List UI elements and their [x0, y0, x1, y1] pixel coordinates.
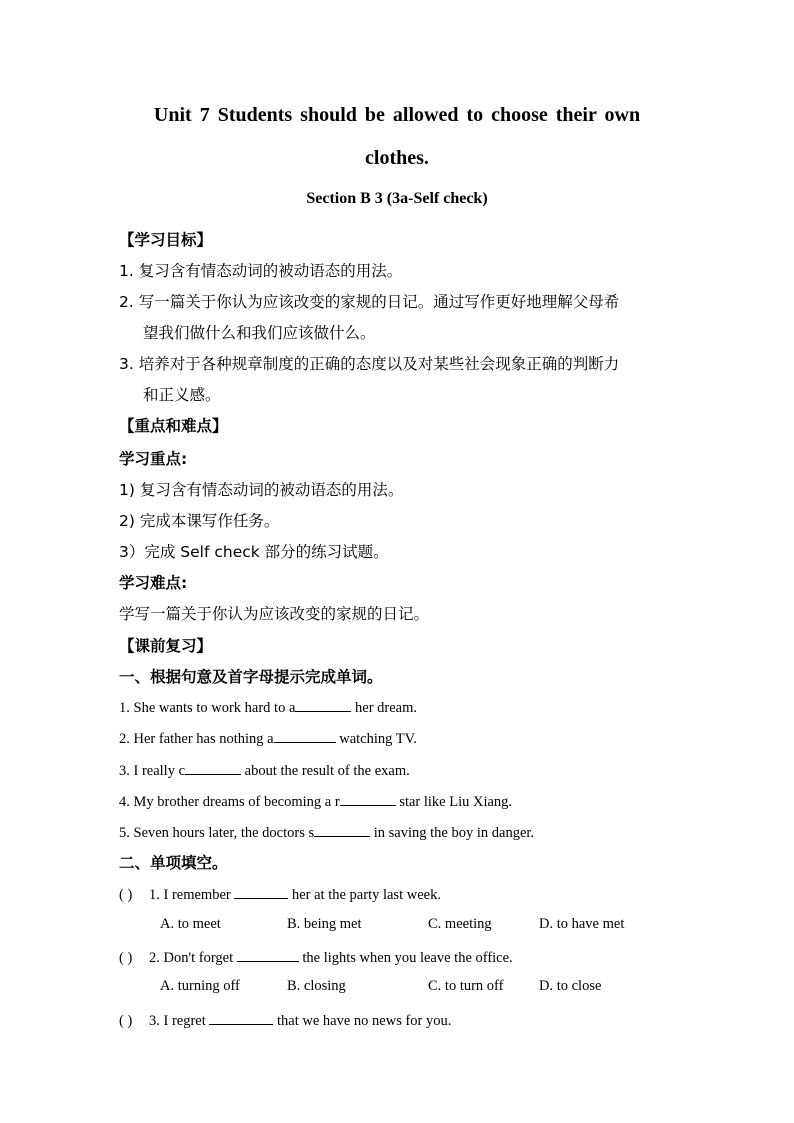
focus-item: 1) 复习含有情态动词的被动语态的用法。 — [119, 481, 404, 499]
answer-bracket[interactable]: ( ) — [119, 887, 133, 903]
option-b: B. closing — [287, 978, 346, 994]
goal-item: 1. 复习含有情态动词的被动语态的用法。 — [119, 262, 403, 280]
part1-title: 一、根据句意及首字母提示完成单词。 — [119, 668, 383, 686]
difficulty-label: 学习难点: — [119, 574, 188, 592]
choice-question: ( ) 3. I regret that we have no news for you. — [119, 1010, 451, 1030]
page-title-continued: clothes. — [365, 147, 429, 169]
answer-blank[interactable] — [234, 884, 288, 899]
option-d: D. to have met — [539, 916, 625, 932]
review-heading: 【课前复习】 — [119, 637, 213, 655]
answer-blank[interactable] — [185, 760, 241, 775]
key-heading: 【重点和难点】 — [119, 417, 228, 435]
answer-blank[interactable] — [314, 822, 370, 837]
goal-item: 2. 写一篇关于你认为应该改变的家规的日记。通过写作更好地理解父母希 — [119, 293, 620, 311]
option-c: C. meeting — [428, 916, 492, 932]
answer-bracket[interactable]: ( ) — [119, 1013, 133, 1029]
fill-item: 1. She wants to work hard to a her dream. — [119, 697, 417, 717]
goal-item: 3. 培养对于各种规章制度的正确的态度以及对某些社会现象正确的判断力 — [119, 355, 620, 373]
answer-blank[interactable] — [295, 697, 351, 712]
focus-item: 2) 完成本课写作任务。 — [119, 512, 280, 530]
answer-bracket[interactable]: ( ) — [119, 950, 133, 966]
answer-blank[interactable] — [237, 947, 299, 962]
focus-label: 学习重点: — [119, 450, 188, 468]
fill-item: 2. Her father has nothing a watching TV. — [119, 728, 417, 748]
answer-blank[interactable] — [209, 1010, 273, 1025]
goal-item-continued: 和正义感。 — [143, 386, 221, 404]
difficulty-text: 学写一篇关于你认为应该改变的家规的日记。 — [119, 605, 430, 623]
page-title: Unit 7 Students should be allowed to choose their own — [153, 104, 641, 126]
option-d: D. to close — [539, 978, 602, 994]
fill-item: 3. I really c about the result of the exam. — [119, 760, 410, 780]
option-a: A. turning off — [160, 978, 240, 994]
section-subtitle: Section B 3 (3a-Self check) — [306, 190, 488, 207]
goal-item-continued: 望我们做什么和我们应该做什么。 — [143, 324, 376, 342]
focus-item: 3）完成 Self check 部分的练习试题。 — [119, 543, 389, 561]
option-a: A. to meet — [160, 916, 221, 932]
option-c: C. to turn off — [428, 978, 504, 994]
option-b: B. being met — [287, 916, 362, 932]
answer-blank[interactable] — [340, 791, 396, 806]
part2-title: 二、单项填空。 — [119, 854, 228, 872]
goals-heading: 【学习目标】 — [119, 231, 213, 249]
fill-item: 5. Seven hours later, the doctors s in saving the boy in danger. — [119, 822, 534, 842]
choice-question: ( ) 2. Don't forget the lights when you leave the office. — [119, 947, 513, 967]
choice-question: ( ) 1. I remember her at the party last week. — [119, 884, 441, 904]
answer-blank[interactable] — [274, 728, 336, 743]
fill-item: 4. My brother dreams of becoming a r star like Liu Xiang. — [119, 791, 512, 811]
